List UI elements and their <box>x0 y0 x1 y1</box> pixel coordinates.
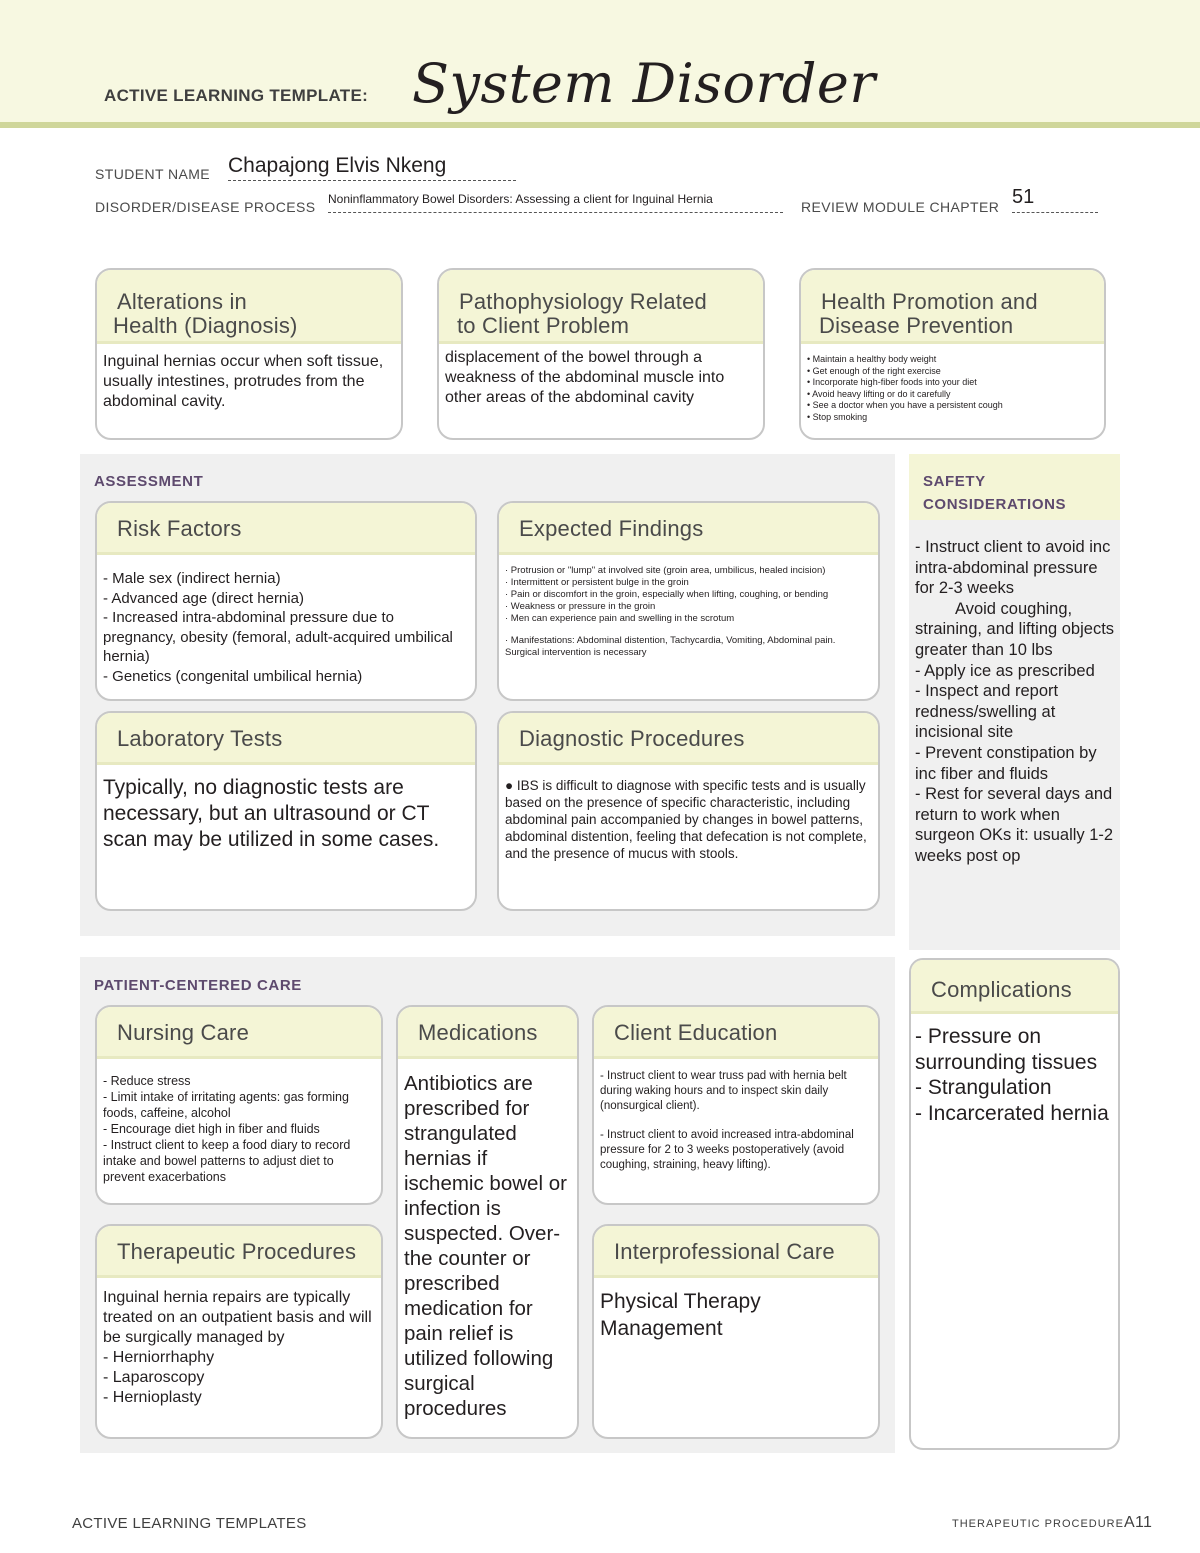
medications-box <box>396 1005 579 1439</box>
template-label: ACTIVE LEARNING TEMPLATE: <box>104 86 369 105</box>
health-promotion-list <box>801 344 1104 423</box>
diagnostic-procedures-box <box>497 711 880 911</box>
list-item: Avoid coughing, straining, and lifting objects greater than 10 lbs <box>915 599 1115 659</box>
therapeutic-procedures-box <box>95 1224 383 1439</box>
risk-factors-box <box>95 501 477 701</box>
list-item: · Protrusion or "lump" at involved site (groin area, umbilicus, healed incision) <box>505 565 826 576</box>
interprofessional-care-title: Interprofessional Care <box>594 1226 878 1278</box>
student-name-label: STUDENT NAME <box>95 166 210 182</box>
safety-panel <box>909 454 1120 950</box>
list-item: - Limit intake of irritating agents: gas forming foods, caffeine, alcohol <box>103 1090 349 1120</box>
list-item: • Incorporate high-fiber foods into your diet <box>807 377 977 387</box>
laboratory-tests-title: Laboratory Tests <box>97 713 475 765</box>
complications-list <box>911 1014 1118 1126</box>
medications-title: Medications <box>398 1007 577 1059</box>
alterations-box <box>95 268 403 440</box>
list-item: • Get enough of the right exercise <box>807 365 941 376</box>
list-item: · Men can experience pain and swelling in the scrotum <box>505 613 735 624</box>
safety-list <box>909 520 1120 867</box>
list-item: · Weakness or pressure in the groin <box>505 601 656 612</box>
list-item: - Instruct client to avoid inc intra-abdominal pressure for 2-3 weeks <box>915 538 1111 598</box>
list-item: - Instruct client to wear truss pad with hernia belt during waking hours and to inspect skin daily (nonsurgical client). <box>600 1070 847 1112</box>
pathophysiology-body: displacement of the bowel through a weakness of the abdominal muscle into other areas of the abdominal cavity <box>445 349 725 406</box>
interprofessional-care-body: Physical Therapy Management <box>600 1290 761 1340</box>
interprofessional-care-box <box>592 1224 880 1439</box>
pathophysiology-title-line2: to Client Problem <box>457 313 630 338</box>
health-promotion-box <box>799 268 1106 440</box>
patient-care-title: PATIENT-CENTERED CARE <box>94 977 302 994</box>
list-item: • Maintain a healthy body weight <box>807 354 937 364</box>
list-item: · Intermittent or persistent bulge in the groin <box>505 577 689 588</box>
template-title: System Disorder <box>412 52 876 115</box>
list-item: - Laparoscopy <box>103 1369 205 1386</box>
disorder-label: DISORDER/DISEASE PROCESS <box>95 199 316 215</box>
expected-findings-box <box>497 501 880 701</box>
pathophysiology-title <box>439 270 763 344</box>
list-item: - Incarcerated hernia <box>915 1101 1109 1125</box>
footer-page-number: A11 <box>1124 1514 1153 1531</box>
pathophysiology-title-line1: Pathophysiology Related <box>459 289 707 314</box>
nursing-care-list <box>97 1059 381 1185</box>
assessment-title: ASSESSMENT <box>94 473 204 490</box>
safety-title-line2: CONSIDERATIONS <box>923 496 1067 513</box>
laboratory-tests-box <box>95 711 477 911</box>
list-item: - Reduce stress <box>103 1074 191 1088</box>
safety-title <box>909 454 1120 520</box>
therapeutic-procedures-title: Therapeutic Procedures <box>97 1226 381 1278</box>
list-item: • See a doctor when you have a persistent cough <box>807 400 1003 410</box>
list-item: - Hernioplasty <box>103 1389 202 1406</box>
list-item: - Herniorrhaphy <box>103 1349 215 1366</box>
list-item: - Inspect and report redness/swelling at incisional site <box>915 682 1059 742</box>
health-promotion-title-line1: Health Promotion and <box>821 289 1038 314</box>
pathophysiology-box <box>437 268 765 440</box>
complications-title: Complications <box>911 960 1118 1014</box>
diagnostic-procedures-body: ● IBS is difficult to diagnose with specific tests and is usually based on the presence of specific characteristic, including abdominal pain accompanied by changes in bowel patterns, abdominal distention, feeling that defecation is not complete, and the presence of mucus with stools. <box>505 778 867 861</box>
medications-body: Antibiotics are prescribed for strangulated hernias if ischemic bowel or infection is suspected. Over-the counter or prescribed medication for pain relief is utilized following surgical procedures <box>404 1072 567 1420</box>
health-promotion-title <box>801 270 1104 344</box>
footer-procedure-label: THERAPEUTIC PROCEDURE <box>952 1518 1124 1530</box>
list-item: - Rest for several days and return to work when surgeon OKs it: usually 1-2 weeks post op <box>915 785 1114 865</box>
alterations-title-line1: Alterations in <box>117 289 247 314</box>
chapter-label: REVIEW MODULE CHAPTER <box>801 199 1000 215</box>
alterations-title-line2: Health (Diagnosis) <box>113 313 298 338</box>
list-item: - Strangulation <box>915 1076 1052 1099</box>
therapeutic-intro: Inguinal hernia repairs are typically treated on an outpatient basis and will be surgically managed by <box>103 1289 372 1346</box>
diagnostic-procedures-title: Diagnostic Procedures <box>499 713 878 765</box>
alterations-title <box>97 270 401 344</box>
list-item: · Manifestations: Abdominal distention, Tachycardia, Vomiting, Abdominal pain. Surgical intervention is necessary <box>505 635 836 658</box>
nursing-care-title: Nursing Care <box>97 1007 381 1059</box>
student-name-value: Chapajong Elvis Nkeng <box>228 154 447 177</box>
therapeutic-procedures-body <box>97 1278 381 1408</box>
laboratory-tests-body: Typically, no diagnostic tests are necessary, but an ultrasound or CT scan may be utilized in some cases. <box>103 776 440 851</box>
client-education-list <box>594 1059 878 1173</box>
list-item: - Male sex (indirect hernia) <box>103 570 281 587</box>
health-promotion-title-line2: Disease Prevention <box>819 313 1014 338</box>
safety-title-line1: SAFETY <box>923 473 986 490</box>
list-item: - Encourage diet high in fiber and fluids <box>103 1122 320 1136</box>
student-name-field[interactable] <box>228 154 516 181</box>
disorder-field[interactable] <box>328 190 783 213</box>
list-item: - Instruct client to keep a food diary to record intake and bowel patterns to adjust diet to prevent exacerbations <box>103 1138 351 1184</box>
list-item: - Increased intra-abdominal pressure due to pregnancy, obesity (femoral, adult-acquired umbilical hernia) <box>103 609 453 665</box>
risk-factors-list <box>97 555 475 686</box>
client-education-box <box>592 1005 880 1205</box>
list-item: • Stop smoking <box>807 411 868 422</box>
list-item: - Genetics (congenital umbilical hernia) <box>103 667 363 685</box>
client-education-title: Client Education <box>594 1007 878 1059</box>
chapter-value: 51 <box>1012 186 1035 208</box>
list-item: - Apply ice as prescribed <box>915 661 1095 680</box>
list-item: · Pain or discomfort in the groin, especially when lifting, coughing, or bending <box>505 589 829 600</box>
list-item: • Avoid heavy lifting or do it carefully <box>807 388 951 399</box>
alterations-body: Inguinal hernias occur when soft tissue, usually intestines, protrudes from the abdominal cavity. <box>103 353 384 410</box>
list-item: - Prevent constipation by inc fiber and fluids <box>915 743 1097 783</box>
list-item: - Advanced age (direct hernia) <box>103 589 304 607</box>
chapter-field[interactable] <box>1012 186 1098 213</box>
footer-left: ACTIVE LEARNING TEMPLATES <box>72 1515 307 1532</box>
nursing-care-box <box>95 1005 383 1205</box>
header-rule <box>0 122 1200 128</box>
disorder-value: Noninflammatory Bowel Disorders: Assessing a client for Inguinal Hernia <box>328 192 713 206</box>
complications-box <box>909 958 1120 1450</box>
list-item: - Instruct client to avoid increased intra-abdominal pressure for 2 to 3 weeks postoperatively (avoid coughing, straining, heavy lifting). <box>600 1129 854 1171</box>
list-item: - Pressure on surrounding tissues <box>915 1025 1098 1074</box>
expected-findings-title: Expected Findings <box>499 503 878 555</box>
risk-factors-title: Risk Factors <box>97 503 475 555</box>
expected-findings-list <box>499 555 878 659</box>
